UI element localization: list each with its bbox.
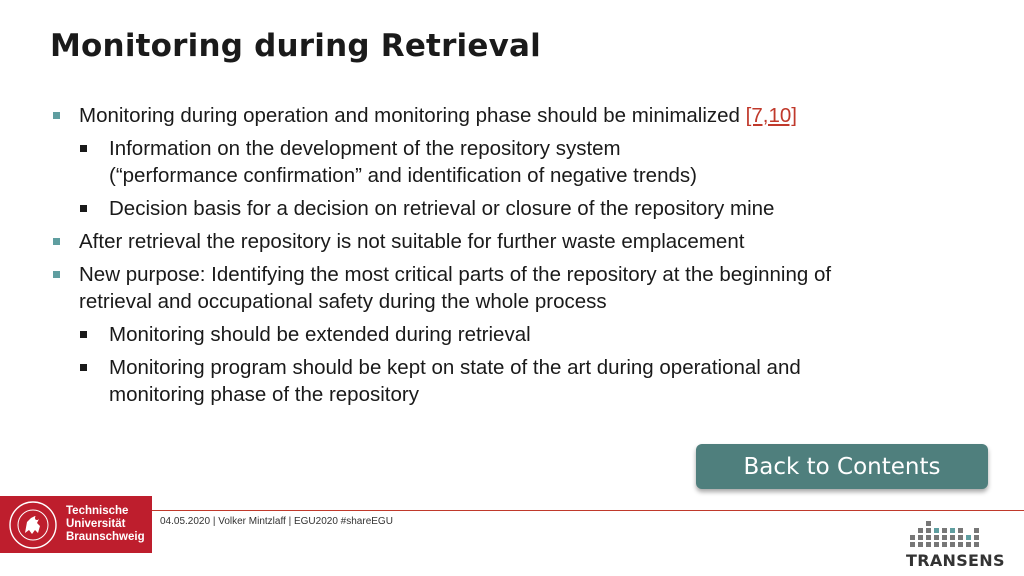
transens-wordmark: TRANSENS bbox=[906, 551, 1005, 570]
sub-bullet-item-3-1 bbox=[50, 321, 990, 348]
bullet-text: Monitoring during operation and monitoring phase should be minimalized bbox=[79, 104, 746, 127]
bullet-text: Decision basis for a decision on retrieval or closure of the repository mine bbox=[109, 197, 775, 220]
square-bullet-icon bbox=[80, 364, 87, 371]
tu-wordmark-line: Universität bbox=[66, 518, 126, 530]
slide-title: Monitoring during Retrieval bbox=[50, 28, 541, 64]
square-bullet-icon bbox=[80, 331, 87, 338]
footer-info: 04.05.2020 | Volker Mintzlaff | EGU2020 #shareEGU bbox=[160, 516, 393, 527]
bullet-item-3 bbox=[50, 261, 990, 315]
back-to-contents-button[interactable]: Back to Contents bbox=[696, 444, 988, 489]
sub-bullet-item-1-1 bbox=[50, 135, 990, 189]
tu-wordmark-line: Braunschweig bbox=[66, 531, 145, 543]
lion-seal-icon bbox=[7, 500, 59, 550]
reference-link[interactable]: [7,10] bbox=[745, 104, 797, 127]
bullet-text-line: New purpose: Identifying the most critical parts of the repository at the beginning of bbox=[79, 263, 832, 286]
square-bullet-icon bbox=[53, 271, 60, 278]
bullet-text-line: Monitoring program should be kept on state of the art during operational and bbox=[109, 356, 801, 379]
bullet-text-line: retrieval and occupational safety during the whole process bbox=[79, 290, 607, 313]
bullet-text-line: (“performance confirmation” and identification of negative trends) bbox=[109, 164, 697, 187]
transens-logo bbox=[906, 517, 1005, 571]
bullet-list bbox=[50, 102, 990, 414]
bullet-text-line: Information on the development of the repository system bbox=[109, 137, 621, 160]
footer-divider bbox=[152, 510, 1024, 511]
sub-bullet-item-1-2 bbox=[50, 195, 990, 222]
bullet-item-2 bbox=[50, 228, 990, 255]
bullet-item-1 bbox=[50, 102, 990, 129]
square-bullet-icon bbox=[80, 145, 87, 152]
square-bullet-icon bbox=[53, 112, 60, 119]
tu-wordmark bbox=[66, 505, 145, 544]
tu-wordmark-line: Technische bbox=[66, 505, 129, 517]
square-bullet-icon bbox=[80, 205, 87, 212]
bullet-text: After retrieval the repository is not suitable for further waste emplacement bbox=[79, 230, 745, 253]
square-bullet-icon bbox=[53, 238, 60, 245]
bar-pattern-icon bbox=[908, 517, 982, 551]
tu-braunschweig-logo bbox=[0, 496, 152, 553]
bullet-text-line: monitoring phase of the repository bbox=[109, 383, 419, 406]
sub-bullet-item-3-2 bbox=[50, 354, 990, 408]
bullet-text: Monitoring should be extended during retrieval bbox=[109, 323, 531, 346]
